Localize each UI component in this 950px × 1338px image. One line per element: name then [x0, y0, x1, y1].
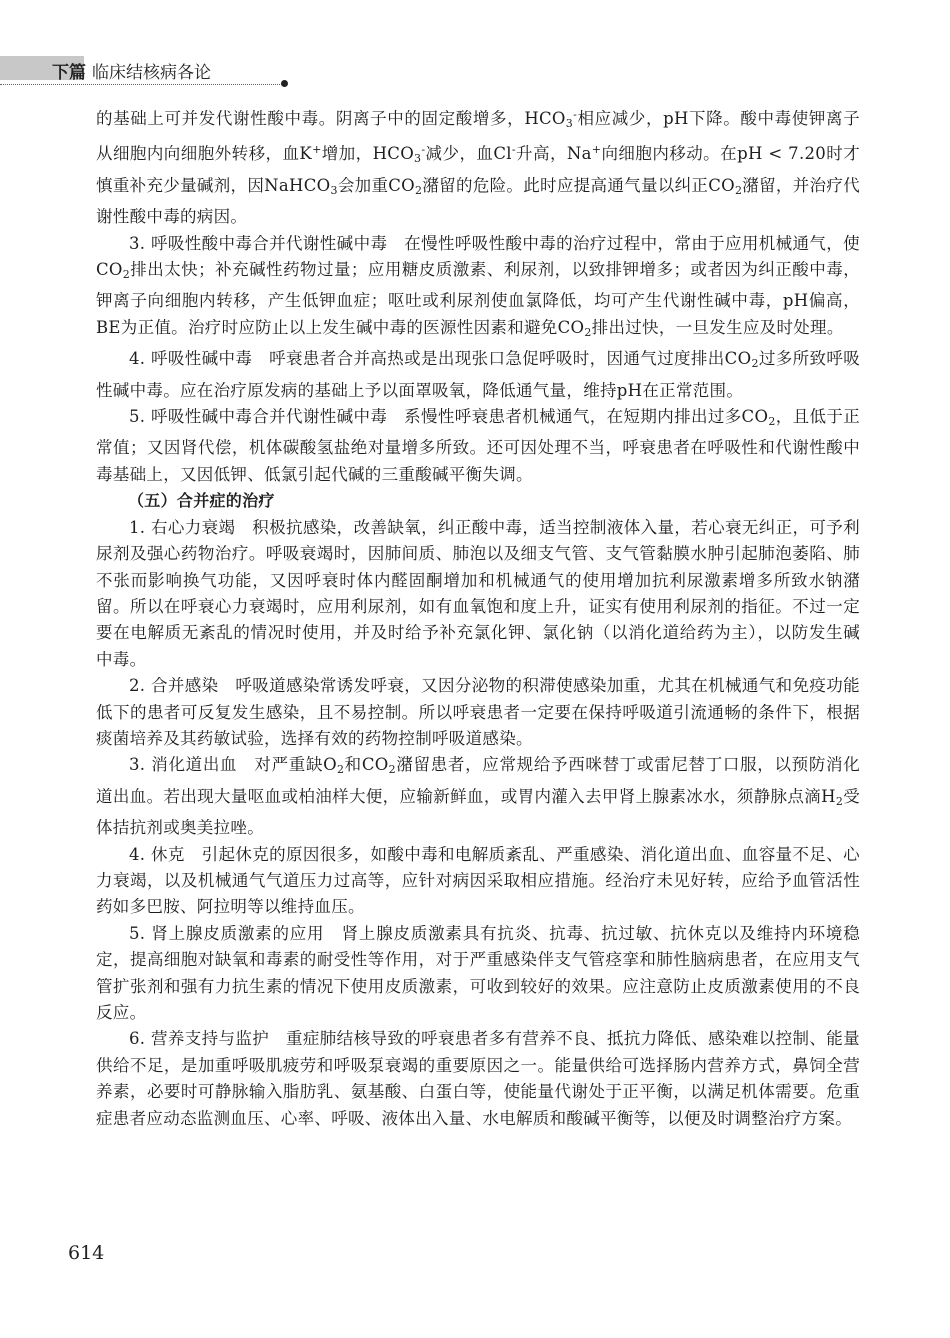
text-run: 向细胞内移动。在pH < 7.20时才慎重补充少量碱剂，因NaHCO — [96, 144, 860, 195]
page-number: 614 — [68, 1242, 105, 1264]
subscript: 2 — [734, 183, 743, 197]
text-run: 和CO — [344, 755, 389, 775]
subscript: 3 — [330, 183, 338, 197]
section-heading: （五）合并症的治疗 — [128, 491, 275, 511]
body-text — [96, 102, 860, 1132]
text-run: 的基础上可并发代谢性酸中毒。阴离子中的固定酸增多，HCO — [96, 109, 566, 128]
paragraph — [96, 102, 860, 231]
text-run: 受体拮抗剂或奥美拉唑。 — [96, 786, 860, 838]
subscript: 2 — [835, 794, 844, 808]
paragraph: 5. 肾上腺皮质激素的应用 肾上腺皮质激素具有抗炎、抗毒、抗过敏、抗休克以及维持内环境稳定，提高细胞对缺氧和毒素的耐受性等作用，对于严重感染伴支气管痉挛和肺性脑病患者，在应用支气管扩张剂和强有力抗生素的情况下使用皮质激素，可收到较好的效果。应注意防止皮质激素使用的不良反应。 — [96, 923, 860, 1022]
subscript: 2 — [336, 763, 345, 777]
text-run: ，且低于正常值；又因肾代偿，机体碳酸氢盐绝对量增多所致。还可因处理不当，呼衰患者在呼吸性和代谢性酸中毒基础上，又因低钾、低氯引起代碱的三重酸碱平衡失调。 — [96, 407, 861, 484]
text-run: 潴留的危险。此时应提高通气量以纠正CO — [422, 175, 735, 195]
paragraph — [96, 346, 860, 404]
paragraph: 6. 营养支持与监护 重症肺结核导致的呼衰患者多有营养不良、抵抗力降低、感染难以控制、能量供给不足，是加重呼吸肌疲劳和呼吸泵衰竭的重要原因之一。能量供给可选择肠内营养方式，鼻饲全营养素，必要时可静脉输入脂肪乳、氨基酸、白蛋白等，使能量代谢处于正平衡，以满足机体需要。危重症患者应动态监测血压、心率、呼吸、液体出入量、水电解质和酸碱平衡等，以便及时调整治疗方案。 — [96, 1029, 860, 1128]
header-part-label: 下篇 — [52, 63, 86, 83]
text-run: 排出太快；补充碱性药物过量；应用糖皮质激素、利尿剂，以致排钾增多；或者因为纠正酸中毒，钾离子向细胞内转移，产生低钾血症；呕吐或利尿剂使血氯降低，均可产生代谢性碱中毒，pH偏高，BE为正值。治疗时应防止以上发生碱中毒的医源性因素和避免CO — [96, 260, 860, 337]
text-run: 相应减少，pH下降。酸中毒使钾离子从细胞内向细胞外转移，血K — [96, 109, 860, 164]
subscript: 2 — [751, 357, 759, 371]
subscript: 2 — [768, 415, 776, 429]
header-dotted-rule — [0, 84, 284, 85]
paragraph — [96, 231, 860, 347]
subscript: 2 — [415, 183, 423, 197]
text-run: 4. 呼吸性碱中毒 呼衰患者合并高热或是出现张口急促呼吸时，因通气过度排出CO — [129, 349, 752, 369]
paragraph: 2. 合并感染 呼吸道感染常诱发呼衰，又因分泌物的积滞使感染加重，尤其在机械通气和免疫功能低下的患者可反复发生感染，且不易控制。所以呼衰患者一定要在保持呼吸道引流通畅的条件下，根据痰菌培养及其药敏试验，选择有效的药物控制呼吸道感染。 — [96, 676, 860, 748]
paragraph — [96, 752, 860, 841]
paragraph: 4. 休克 引起休克的原因很多，如酸中毒和电解质紊乱、严重感染、消化道出血、血容量不足、心力衰竭，以及机械通气气道压力过高等，应针对病因采取相应措施。经治疗未见好转，应给予血管活性药如多巴胺、阿拉明等以维持血压。 — [96, 844, 860, 917]
superscript: - — [511, 143, 516, 157]
header-bullet-dot — [281, 80, 288, 87]
subscript: 2 — [388, 763, 396, 777]
text-run: 潴留患者，应常规给予西咪替丁或雷尼替丁口服，以预防消化道出血。若出现大量呕血或柏油样大便，应输新鲜血，或胃内灌入去甲肾上腺素冰水，须静脉点滴H — [96, 755, 860, 806]
running-header — [0, 56, 300, 86]
superscript: + — [312, 143, 322, 157]
text-run: 潴留，并治疗代谢性酸中毒的病因。 — [96, 175, 860, 227]
text-run: 升高，Na — [515, 144, 592, 164]
text-run: 会加重CO — [337, 175, 416, 195]
header-title: 临床结核病各论 — [92, 63, 211, 83]
superscript: + — [591, 143, 602, 157]
subscript: 2 — [584, 325, 592, 339]
superscript: - — [573, 108, 578, 121]
paragraph: 1. 右心力衰竭 积极抗感染，改善缺氧，纠正酸中毒，适当控制液体入量，若心衰无纠正，可予利尿剂及强心药物治疗。呼吸衰竭时，因肺间质、肺泡以及细支气管、支气管黏膜水肿引起肺泡萎陷、肺不张而影响换气功能，又因呼衰时体内醛固酮增加和机械通气的使用增加抗利尿激素增多所致水钠潴留。所以在呼衰心力衰竭时，应用利尿剂，如有血氧饱和度上升，证实有使用利尿剂的指征。不过一定要在电解质无紊乱的情况时使用，并及时给予补充氯化钾、氯化钠（以消化道给药为主），以防发生碱中毒。 — [96, 517, 860, 669]
text-run: 增加，HCO — [321, 144, 415, 164]
text-run: 5. 呼吸性碱中毒合并代谢性碱中毒 系慢性呼衰患者机械通气，在短期内排出过多CO — [129, 407, 769, 427]
text-run: 减少，血Cl — [425, 144, 512, 164]
subscript: 3 — [414, 152, 422, 166]
text-run: 3. 呼吸性酸中毒合并代谢性碱中毒 在慢性呼吸性酸中毒的治疗过程中，常由于应用机械通气，使CO — [96, 233, 860, 280]
text-run: 过多所致呼吸性碱中毒。应在治疗原发病的基础上予以面罩吸氧，降低通气量，维持pH在正常范围。 — [96, 349, 860, 400]
subscript: 2 — [122, 268, 131, 282]
superscript: - — [421, 143, 426, 157]
subscript: 3 — [565, 117, 574, 130]
text-run: 3. 消化道出血 对严重缺O — [129, 755, 337, 775]
paragraph — [96, 404, 860, 488]
text-run: 排出过快，一旦发生应及时处理。 — [591, 317, 844, 337]
